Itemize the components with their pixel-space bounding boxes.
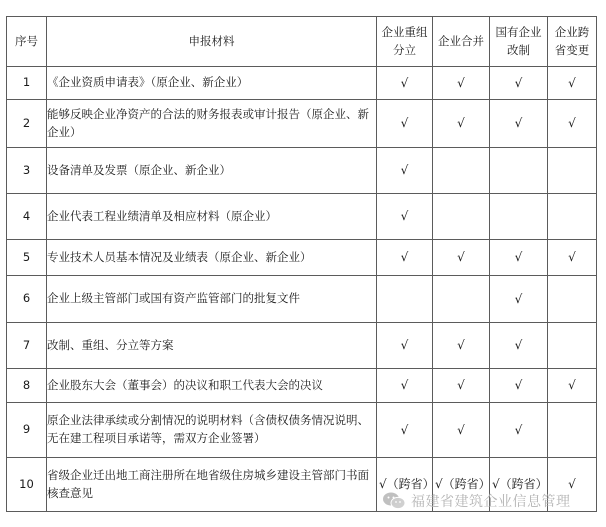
- check-reform: √: [490, 403, 548, 458]
- check-reform: √: [490, 67, 548, 100]
- table-row: [7, 194, 597, 240]
- header-material: 申报材料: [47, 17, 377, 67]
- material-cell: 改制、重组、分立等方案: [47, 323, 377, 369]
- check-merger: [433, 276, 490, 323]
- header-cross-province: 企业跨省变更: [548, 17, 597, 67]
- check-cross-province: [548, 276, 597, 323]
- table-row: [7, 240, 597, 276]
- check-merger: √: [433, 240, 490, 276]
- header-merger: 企业合并: [433, 17, 490, 67]
- row-number: 10: [7, 458, 47, 512]
- material-cell: 省级企业迁出地工商注册所在地省级住房城乡建设主管部门书面核查意见: [47, 458, 377, 512]
- row-number: 7: [7, 323, 47, 369]
- row-number: 2: [7, 100, 47, 148]
- table-row: [7, 67, 597, 100]
- material-cell: 原企业法律承续或分割情况的说明材料（含债权债务情况说明、无在建工程项目承诺等，需双方企业签署）: [47, 403, 377, 458]
- table-row: [7, 323, 597, 369]
- check-cross-province: [548, 194, 597, 240]
- check-merger: √: [433, 369, 490, 403]
- table-row: [7, 100, 597, 148]
- material-cell: 能够反映企业净资产的合法的财务报表或审计报告（原企业、新企业）: [47, 100, 377, 148]
- check-merger: √: [433, 100, 490, 148]
- check-cross-province: √: [548, 240, 597, 276]
- check-restructure: √: [377, 403, 433, 458]
- row-number: 5: [7, 240, 47, 276]
- check-cross-province: √: [548, 100, 597, 148]
- check-cross-province: √: [548, 458, 597, 512]
- check-merger: [433, 148, 490, 194]
- check-merger: √（跨省）: [433, 458, 490, 512]
- table-row: [7, 276, 597, 323]
- table-row: [7, 458, 597, 512]
- check-merger: [433, 194, 490, 240]
- check-restructure: √: [377, 240, 433, 276]
- material-cell: 企业股东大会（董事会）的决议和职工代表大会的决议: [47, 369, 377, 403]
- check-restructure: √: [377, 67, 433, 100]
- table-row: [7, 369, 597, 403]
- material-cell: 专业技术人员基本情况及业绩表（原企业、新企业）: [47, 240, 377, 276]
- check-reform: √（跨省）: [490, 458, 548, 512]
- check-restructure: √: [377, 100, 433, 148]
- check-cross-province: √: [548, 369, 597, 403]
- row-number: 9: [7, 403, 47, 458]
- check-restructure: √（跨省）: [377, 458, 433, 512]
- header-no: 序号: [7, 17, 47, 67]
- check-restructure: √: [377, 369, 433, 403]
- check-reform: [490, 148, 548, 194]
- check-cross-province: [548, 148, 597, 194]
- row-number: 3: [7, 148, 47, 194]
- row-number: 1: [7, 67, 47, 100]
- check-reform: √: [490, 240, 548, 276]
- watermark-text: 福建省建筑企业信息管理: [411, 494, 571, 510]
- header-reform: 国有企业改制: [490, 17, 548, 67]
- check-merger: √: [433, 67, 490, 100]
- table-row: [7, 148, 597, 194]
- row-number: 4: [7, 194, 47, 240]
- material-cell: 设备清单及发票（原企业、新企业）: [47, 148, 377, 194]
- materials-table: [6, 16, 597, 512]
- check-reform: √: [490, 369, 548, 403]
- check-reform: [490, 194, 548, 240]
- check-cross-province: √: [548, 67, 597, 100]
- table-row: [7, 403, 597, 458]
- check-reform: √: [490, 276, 548, 323]
- check-cross-province: [548, 323, 597, 369]
- check-restructure: √: [377, 323, 433, 369]
- check-merger: √: [433, 323, 490, 369]
- check-merger: √: [433, 403, 490, 458]
- check-restructure: [377, 276, 433, 323]
- check-reform: √: [490, 100, 548, 148]
- check-cross-province: [548, 403, 597, 458]
- header-restructure: 企业重组分立: [377, 17, 433, 67]
- material-cell: 《企业资质申请表》（原企业、新企业）: [47, 67, 377, 100]
- row-number: 8: [7, 369, 47, 403]
- check-restructure: √: [377, 194, 433, 240]
- check-restructure: √: [377, 148, 433, 194]
- row-number: 6: [7, 276, 47, 323]
- table-header-row: [7, 17, 597, 67]
- check-reform: √: [490, 323, 548, 369]
- material-cell: 企业上级主管部门或国有资产监管部门的批复文件: [47, 276, 377, 323]
- material-cell: 企业代表工程业绩清单及相应材料（原企业）: [47, 194, 377, 240]
- requirements-document: [6, 16, 596, 512]
